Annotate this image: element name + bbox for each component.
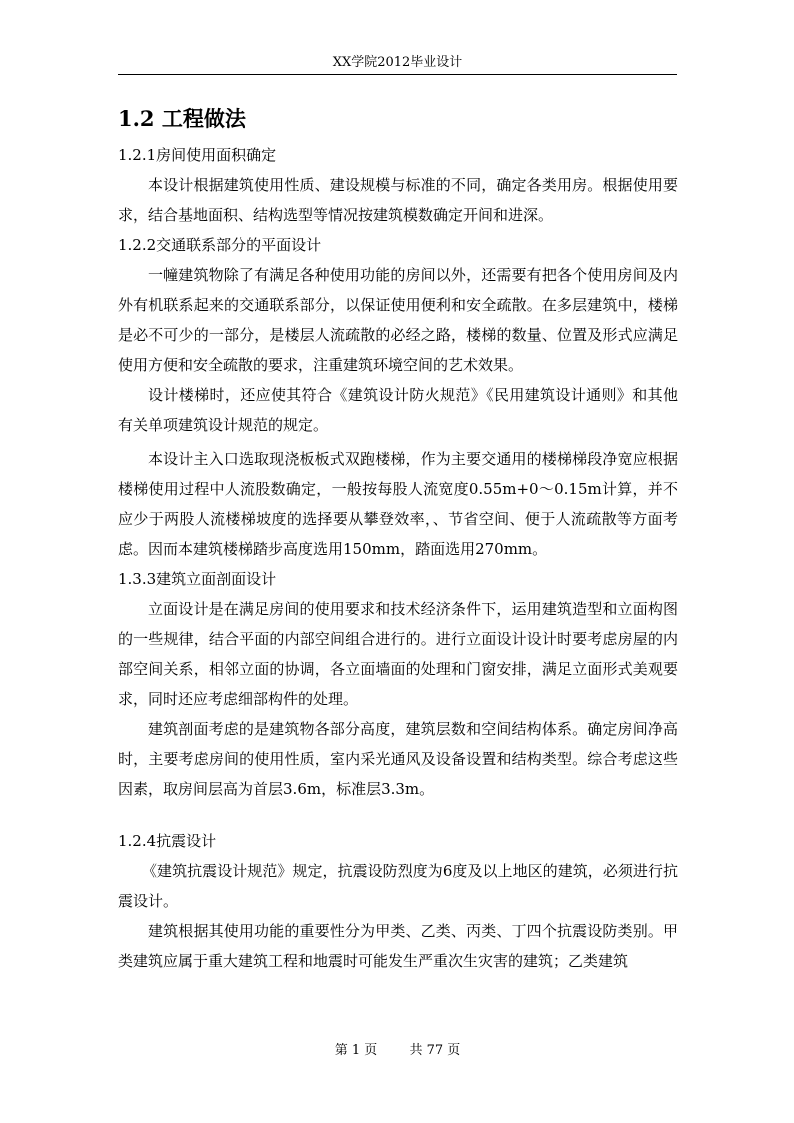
paragraph: 《建筑抗震设计规范》规定，抗震设防烈度为6度及以上地区的建筑，必须进行抗震设计。 [118, 862, 678, 910]
page-number: 第 1 页 [334, 1043, 378, 1058]
subsection-heading-1: 1.2.1房间使用面积确定 [118, 146, 277, 164]
paragraph: 一幢建筑物除了有满足各种使用功能的房间以外，还需要有把各个使用房间及内外有机联系起来的交通联系部分，以保证使用便利和安全疏散。在多层建筑中，楼梯是必不可少的一部分，是楼层人流疏散的必经之路，楼梯的数量、位置及形式应满足使用方便和安全疏散的要求，注重建筑环境空间的艺术效果。 [118, 266, 678, 374]
paragraph: 本设计主入口选取现浇板板式双跑楼梯，作为主要交通用的楼梯梯段净宽应根据楼梯使用过程中人流股数确定，一般按每股人流宽度0.55m+0～0.15m计算，并不应少于两股人流楼梯坡度的选择要从攀登效率，、节省空间、便于人流疏散等方面考虑。因而本建筑楼梯踏步高度选用150mm，踏面选用270mm。 [118, 450, 678, 558]
paragraph: 建筑剖面考虑的是建筑物各部分高度，建筑层数和空间结构体系。确定房间净高时，主要考虑房间的使用性质，室内采光通风及设备设置和结构类型。综合考虑这些因素，取房间层高为首层3.6m，标准层3.3m。 [118, 720, 678, 798]
paragraph: 设计楼梯时，还应使其符合《建筑设计防火规范》《民用建筑设计通则》和其他有关单项建筑设计规范的规定。 [118, 386, 678, 434]
page-footer [118, 1042, 677, 1060]
header-title: XX学院2012毕业设计 [332, 55, 463, 70]
paragraph: 立面设计是在满足房间的使用要求和技术经济条件下，运用建筑造型和立面构图的一些规律，结合平面的内部空间组合进行的。进行立面设计设计时要考虑房屋的内部空间关系，相邻立面的协调，各立面墙面的处理和门窗安排，满足立面形式美观要求，同时还应考虑细部构件的处理。 [118, 600, 678, 708]
subsection-heading-3: 1.3.3建筑立面剖面设计 [118, 570, 277, 588]
paragraph: 本设计根据建筑使用性质、建设规模与标准的不同，确定各类用房。根据使用要求，结合基地面积、结构选型等情况按建筑模数确定开间和进深。 [118, 176, 678, 224]
paragraph: 建筑根据其使用功能的重要性分为甲类、乙类、丙类、丁四个抗震设防类别。甲类建筑应属于重大建筑工程和地震时可能发生严重次生灾害的建筑；乙类建筑 [118, 922, 678, 970]
page-total: 共 77 页 [409, 1043, 461, 1058]
subsection-heading-2: 1.2.2交通联系部分的平面设计 [118, 236, 322, 254]
section-title: 1.2 工程做法 [118, 106, 246, 131]
document-body [118, 98, 678, 976]
subsection-heading-4: 1.2.4抗震设计 [118, 832, 217, 850]
page-header [118, 52, 677, 75]
